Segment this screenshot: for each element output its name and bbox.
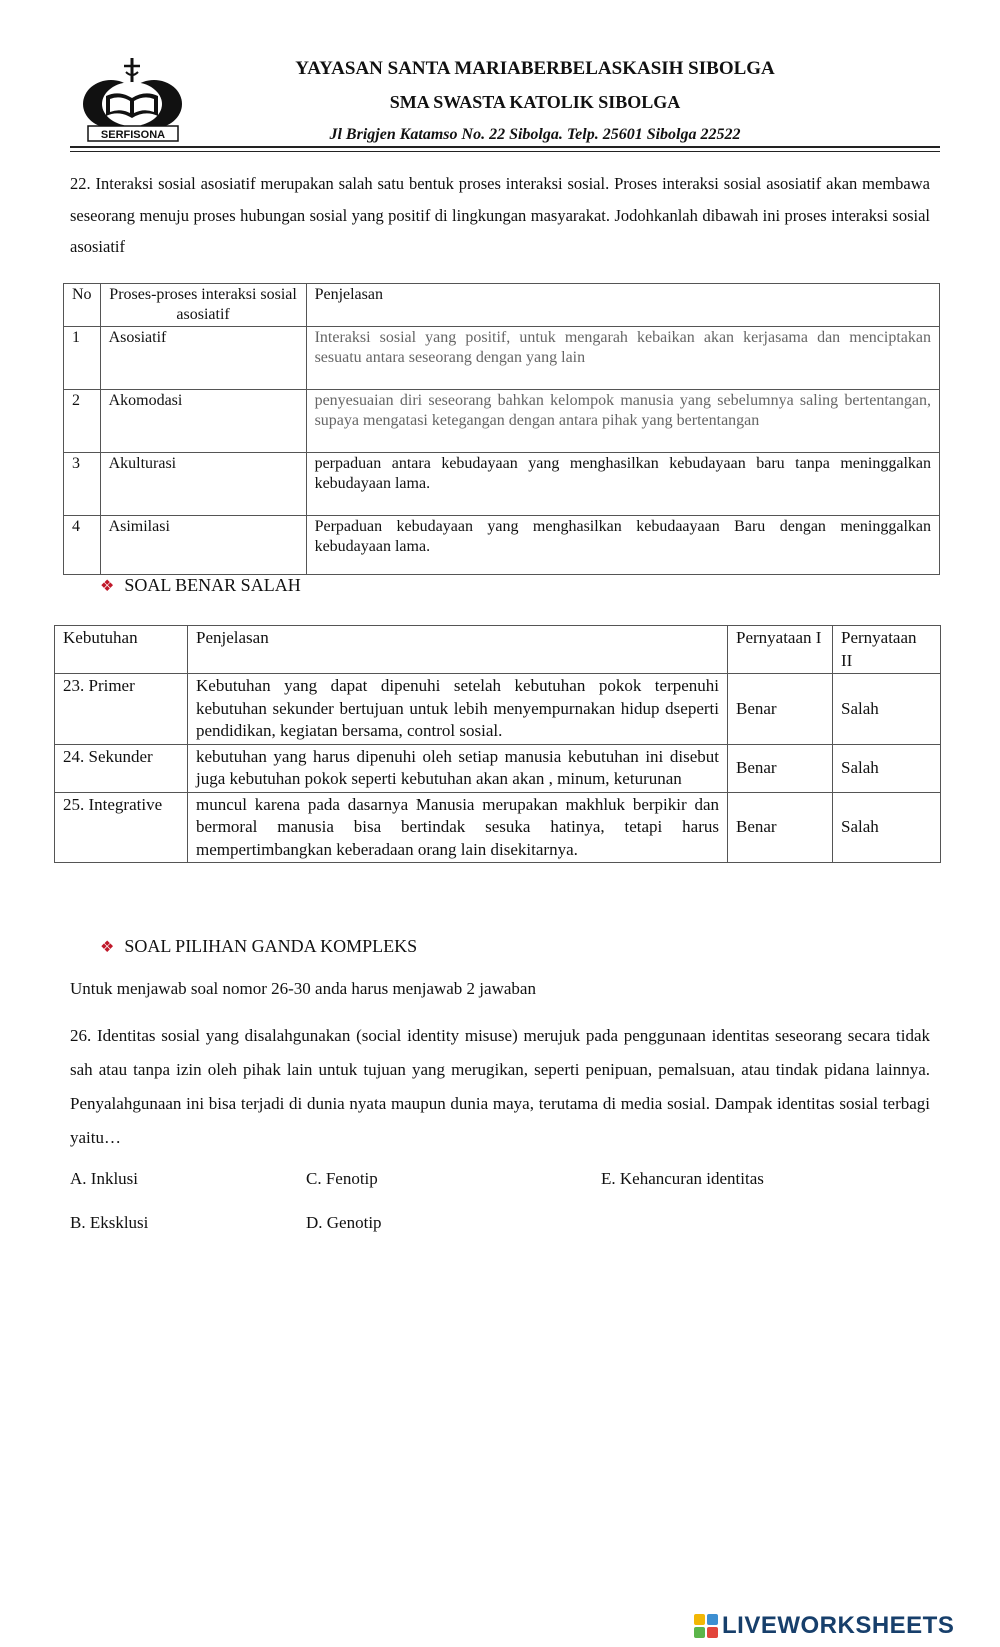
row-penjelasan: muncul karena pada dasarnya Manusia merupakan makhluk berpikir dan bermoral manusia bisa bertindak sesuka hatinya, tetapi harus mempertimbangkan keberadaan orang lain disekitarnya. <box>188 792 728 863</box>
header-penjelasan: Penjelasan <box>188 626 728 674</box>
table-row <box>55 792 941 863</box>
option-salah[interactable]: Salah <box>833 792 941 863</box>
row-penjelasan: kebutuhan yang harus dipenuhi oleh setiap manusia kebutuhan ini disebut juga kebutuhan pokok seperti kebutuhan akan akan , minum, keturunan <box>188 744 728 792</box>
row-no: 3 <box>64 453 101 516</box>
table-row <box>64 390 940 453</box>
option-e[interactable]: E. Kehancuran identitas <box>601 1169 764 1188</box>
matching-table <box>63 283 940 575</box>
option-salah[interactable]: Salah <box>833 674 941 745</box>
option-benar[interactable]: Benar <box>728 792 833 863</box>
table-header-row <box>55 626 941 674</box>
section-title-pilihan-ganda: ❖ SOAL PILIHAN GANDA KOMPLEKS <box>100 936 418 956</box>
table-row <box>55 674 941 745</box>
row-penjelasan[interactable]: perpaduan antara kebudayaan yang menghasilkan kebudayaan baru tanpa meninggalkan kebudayaan lama. <box>306 453 939 516</box>
header-no: No <box>64 284 101 327</box>
row-no: 4 <box>64 516 101 575</box>
row-penjelasan[interactable]: Perpaduan kebudayaan yang menghasilkan kebudaayaan Baru dengan meninggalkan kebudayaan lama. <box>306 516 939 575</box>
row-penjelasan[interactable]: penyesuaian diri seseorang bahkan kelompok manusia yang sebelumnya saling bertentangan, supaya mengatasi ketegangan dengan antara pihak yang bertentangan <box>306 390 939 453</box>
header-divider-thin <box>70 151 940 152</box>
row-kebutuhan: 24. Sekunder <box>55 744 188 792</box>
table-row <box>55 744 941 792</box>
foundation-name: YAYASAN SANTA MARIABERBELASKASIH SIBOLGA <box>295 58 775 79</box>
option-c[interactable]: C. Fenotip <box>306 1169 378 1188</box>
brand-text: LIVEWORKSHEETS <box>722 1612 955 1639</box>
option-benar[interactable]: Benar <box>728 744 833 792</box>
row-proses[interactable]: Asimilasi <box>100 516 306 575</box>
diamond-bullet-icon: ❖ <box>100 939 115 956</box>
svg-text:SERFISONA: SERFISONA <box>100 129 166 141</box>
option-b[interactable]: B. Eksklusi <box>70 1213 149 1232</box>
liveworksheets-icon <box>694 1614 718 1638</box>
liveworksheets-brand <box>694 1612 954 1638</box>
row-proses[interactable]: Akomodasi <box>100 390 306 453</box>
option-a[interactable]: A. Inklusi <box>70 1169 138 1188</box>
school-address: Jl Brigjen Katamso No. 22 Sibolga. Telp. 25601 Sibolga 22522 <box>329 126 741 143</box>
row-kebutuhan: 25. Integrative <box>55 792 188 863</box>
row-kebutuhan: 23. Primer <box>55 674 188 745</box>
header-proses: Proses-proses interaksi sosial asosiatif <box>100 284 306 327</box>
row-penjelasan[interactable]: Interaksi sosial yang positif, untuk mengarah kebaikan akan kerjasama dan menciptakan sesuatu antara seseorang dengan yang lain <box>306 327 939 390</box>
option-d[interactable]: D. Genotip <box>306 1213 382 1232</box>
header-divider <box>70 146 940 148</box>
row-penjelasan: Kebutuhan yang dapat dipenuhi setelah kebutuhan pokok terpenuhi kebutuhan sekunder bertujuan untuk lebih menyempurnakan hidup dseperti pendidikan, kegiatan bersama, control sosial. <box>188 674 728 745</box>
header-pernyataan-1: Pernyataan I <box>728 626 833 674</box>
row-proses[interactable]: Asosiatif <box>100 327 306 390</box>
table-row <box>64 327 940 390</box>
instruction-text: Untuk menjawab soal nomor 26-30 anda harus menjawab 2 jawaban <box>70 979 536 998</box>
letterhead <box>70 52 940 152</box>
true-false-table <box>54 625 941 863</box>
diamond-bullet-icon: ❖ <box>100 578 115 595</box>
table-header-row <box>64 284 940 327</box>
header-penjelasan: Penjelasan <box>306 284 939 327</box>
row-no: 2 <box>64 390 101 453</box>
row-proses[interactable]: Akulturasi <box>100 453 306 516</box>
table-row <box>64 453 940 516</box>
section-title-benar-salah: ❖ SOAL BENAR SALAH <box>100 575 301 595</box>
option-salah[interactable]: Salah <box>833 744 941 792</box>
question-26-text: 26. Identitas sosial yang disalahgunakan (social identity misuse) merujuk pada penggunaan identitas seseorang secara tidak sah atau tanpa izin oleh pihak lain untuk tujuan yang merugikan, seperti penipuan, pemalsuan, atau tindak pidana lainnya. Penyalahgunaan ini bisa terjadi di dunia nyata maupun dunia maya, terutama di media sosial. Dampak identitas sosial terbagi yaitu… <box>70 1026 930 1147</box>
option-benar[interactable]: Benar <box>728 674 833 745</box>
table-row <box>64 516 940 575</box>
row-no: 1 <box>64 327 101 390</box>
header-kebutuhan: Kebutuhan <box>55 626 188 674</box>
school-name: SMA SWASTA KATOLIK SIBOLGA <box>389 92 681 112</box>
header-pernyataan-2: Pernyataan II <box>833 626 941 674</box>
question-22-text: 22. Interaksi sosial asosiatif merupakan salah satu bentuk proses interaksi sosial. Proses interaksi sosial asosiatif akan membawa seseorang menuju proses hubungan sosial yang positif di lingkungan masyarakat. Jodohkanlah dibawah ini proses interaksi sosial asosiatif <box>70 174 930 256</box>
